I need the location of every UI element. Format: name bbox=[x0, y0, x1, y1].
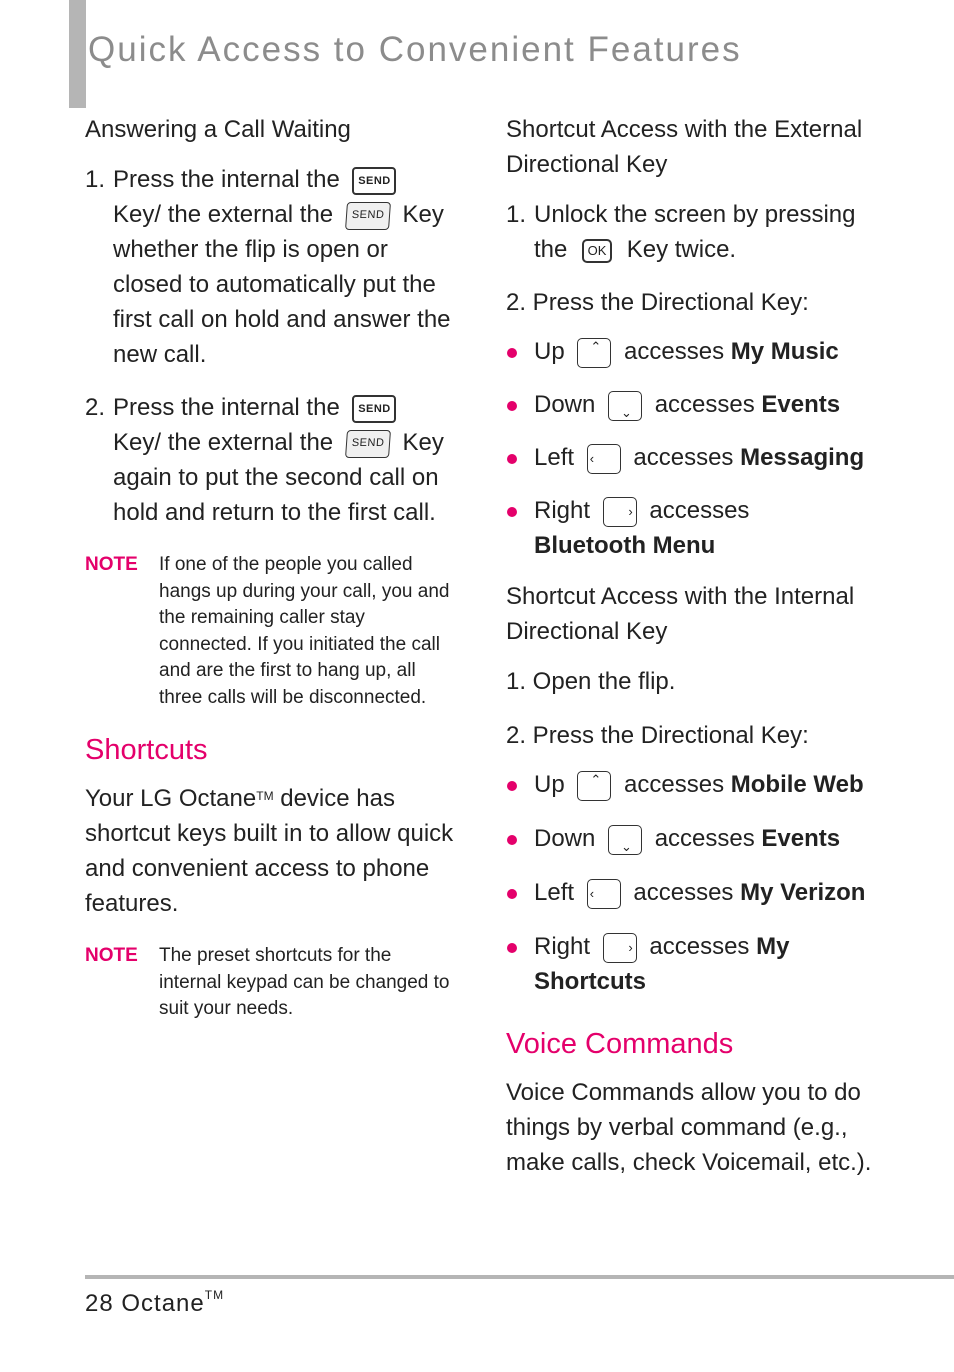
step-text: Key bbox=[402, 429, 444, 456]
chevron-down-icon: ⌄ bbox=[608, 391, 642, 421]
note-label: NOTE bbox=[85, 945, 138, 966]
step-text: Key bbox=[402, 201, 444, 228]
header-side-bar bbox=[69, 0, 86, 108]
step-text: whether the flip is open or closed to automatically put the first call on hold and answer the new call. bbox=[113, 236, 451, 368]
direction-label: Down bbox=[534, 825, 596, 852]
external-send-key-icon: SEND bbox=[345, 202, 391, 230]
external-key-heading: Shortcut Access with the External Directional Key bbox=[506, 116, 863, 178]
direction-label: Up bbox=[534, 771, 565, 798]
list-item bbox=[506, 440, 946, 475]
right-column bbox=[506, 112, 946, 1180]
step-line bbox=[113, 162, 455, 197]
list-item bbox=[506, 334, 946, 369]
list-item bbox=[506, 821, 946, 856]
step-number: 1. bbox=[506, 201, 527, 228]
chevron-up-icon: ⌃ bbox=[577, 771, 611, 801]
step-text: Press the internal the bbox=[113, 166, 340, 193]
list-item bbox=[506, 493, 864, 563]
accesses-text: accesses bbox=[633, 879, 734, 906]
step-number: 2. bbox=[85, 394, 106, 421]
chevron-right-icon: › bbox=[603, 933, 637, 963]
accesses-text: accesses bbox=[649, 497, 750, 524]
list-item bbox=[506, 387, 946, 422]
step-text: Key/ the external the bbox=[113, 429, 334, 456]
list-item bbox=[506, 767, 946, 802]
shortcut-target: My Music bbox=[730, 338, 839, 365]
call-waiting-step-1 bbox=[85, 162, 455, 372]
send-key-icon: SEND bbox=[352, 167, 396, 195]
note-text: If one of the people you called hangs up during your call, you and the remaining caller stay connected. If you initiated the call and are the first to hang up, all three calls will be disconnected. bbox=[159, 554, 450, 708]
internal-step-2: 2. Press the Directional Key: bbox=[506, 722, 809, 749]
note-text: The preset shortcuts for the internal keypad can be changed to suit your needs. bbox=[159, 945, 450, 1019]
shortcut-target: Mobile Web bbox=[730, 771, 864, 798]
accesses-text: accesses bbox=[633, 444, 734, 471]
list-item bbox=[506, 875, 946, 910]
send-key-icon: SEND bbox=[352, 395, 396, 423]
step-text: Key/ the external the bbox=[113, 201, 334, 228]
internal-key-heading: Shortcut Access with the Internal Directional Key bbox=[506, 583, 855, 645]
accesses-text: accesses bbox=[624, 338, 725, 365]
external-key-list bbox=[506, 334, 946, 563]
page-number: 28 bbox=[85, 1290, 114, 1317]
step-text: Press the internal the bbox=[113, 394, 340, 421]
shortcut-target: Events bbox=[761, 825, 841, 852]
internal-step-1: 1. Open the flip. bbox=[506, 668, 676, 695]
step-line bbox=[113, 197, 455, 232]
step-line bbox=[113, 390, 455, 425]
voice-commands-text: Voice Commands allow you to do things by verbal command (e.g., make calls, check Voicemail, etc.). bbox=[506, 1079, 872, 1176]
shortcuts-text: device has shortcut keys built in to allow quick and convenient access to phone features. bbox=[85, 785, 454, 917]
note-call-waiting bbox=[85, 552, 455, 711]
shortcut-target: Events bbox=[761, 391, 841, 418]
internal-key-list bbox=[506, 767, 946, 999]
step-text: Key twice. bbox=[626, 236, 737, 263]
step-text: Unlock the screen by pressing the bbox=[534, 201, 856, 263]
left-column bbox=[85, 112, 455, 1023]
page-title: Quick Access to Convenient Features bbox=[88, 30, 742, 69]
chevron-left-icon: ‹ bbox=[587, 879, 621, 909]
direction-label: Right bbox=[534, 933, 591, 960]
direction-label: Down bbox=[534, 391, 596, 418]
call-waiting-step-2 bbox=[85, 390, 455, 530]
trademark-mark: TM bbox=[204, 1288, 225, 1302]
direction-label: Left bbox=[534, 879, 575, 906]
direction-label: Up bbox=[534, 338, 565, 365]
footer-rule bbox=[85, 1275, 954, 1279]
ok-key-icon: OK bbox=[582, 239, 612, 263]
voice-commands-heading: Voice Commands bbox=[506, 1028, 734, 1060]
shortcut-target: Bluetooth Menu bbox=[534, 532, 716, 559]
step-line bbox=[113, 425, 455, 460]
step-text: again to put the second call on hold and return to the first call. bbox=[113, 464, 439, 526]
direction-label: Right bbox=[534, 497, 591, 524]
accesses-text: accesses bbox=[654, 825, 755, 852]
direction-label: Left bbox=[534, 444, 575, 471]
chevron-right-icon: › bbox=[603, 497, 637, 527]
note-label: NOTE bbox=[85, 554, 138, 575]
note-shortcuts bbox=[85, 943, 455, 1023]
external-step-2: 2. Press the Directional Key: bbox=[506, 289, 809, 316]
shortcut-target: My Shortcuts bbox=[534, 933, 790, 995]
accesses-text: accesses bbox=[649, 933, 750, 960]
shortcut-target: Messaging bbox=[740, 444, 865, 471]
chevron-left-icon: ‹ bbox=[587, 444, 621, 474]
external-send-key-icon: SEND bbox=[345, 430, 391, 458]
chevron-up-icon: ⌃ bbox=[577, 338, 611, 368]
trademark-mark: TM bbox=[256, 789, 274, 803]
product-name: Octane bbox=[121, 1290, 205, 1317]
shortcut-target: My Verizon bbox=[740, 879, 866, 906]
shortcuts-text: Your LG Octane bbox=[85, 785, 257, 812]
step-number: 1. bbox=[85, 166, 106, 193]
accesses-text: accesses bbox=[624, 771, 725, 798]
call-waiting-heading: Answering a Call Waiting bbox=[85, 116, 351, 143]
shortcuts-paragraph bbox=[85, 781, 455, 921]
chevron-down-icon: ⌄ bbox=[608, 825, 642, 855]
list-item bbox=[506, 929, 804, 999]
shortcuts-heading: Shortcuts bbox=[85, 734, 208, 766]
external-step-1 bbox=[506, 197, 874, 267]
accesses-text: accesses bbox=[654, 391, 755, 418]
page-footer bbox=[85, 1290, 224, 1318]
